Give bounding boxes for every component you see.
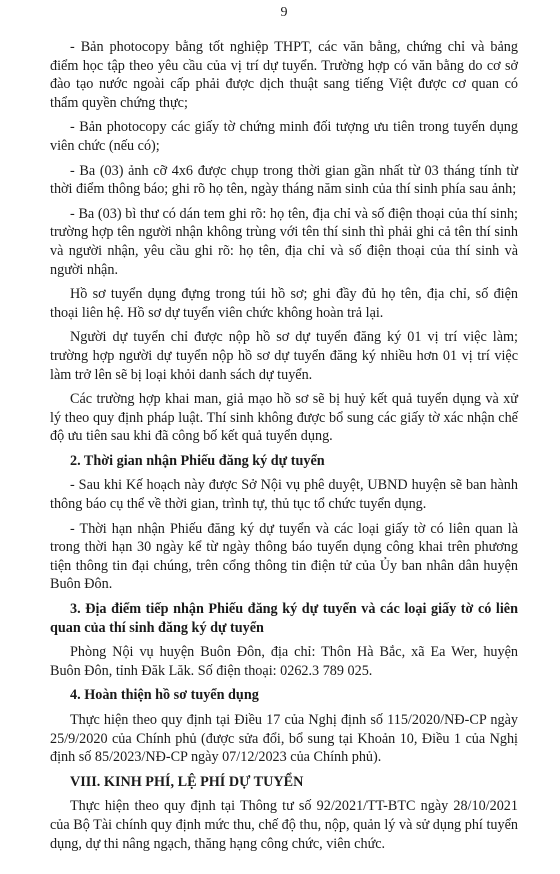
paragraph-fraud: Các trường hợp khai man, giả mạo hồ sơ sẽ bị huỷ kết quả tuyển dụng và xử lý theo quy định pháp luật. Thí sinh không được bổ sung các giấy tờ xác nhận chế độ ưu tiên sau khi đã công bố kết quả tuyển dụng.: [50, 391, 518, 445]
paragraph-priority-documents: - Bản photocopy các giấy tờ chứng minh đối tượng ưu tiên trong tuyển dụng viên chức (nếu có);: [50, 119, 518, 154]
section-2-paragraph: - Sau khi Kế hoạch này được Sở Nội vụ phê duyệt, UBND huyện sẽ ban hành thông báo cụ thể về thời gian, trình tự, thủ tục tổ chức tuyển dụng.: [50, 477, 518, 513]
paragraph-diploma-copies: - Bản photocopy bằng tốt nghiệp THPT, các văn bằng, chứng chỉ và bảng điểm học tập theo yêu cầu của vị trí dự tuyển. Trường hợp có văn bằng do cơ sở đào tạo nước ngoài cấp phải được dịch thuật sang tiếng Việt được cơ quan có thẩm quyền chứng thực;: [50, 39, 518, 111]
paragraph-photos: - Ba (03) ảnh cỡ 4x6 được chụp trong thời gian gần nhất từ 03 tháng tính từ thời điểm thông báo; ghi rõ họ tên, ngày tháng năm sinh của thí sinh phía sau ảnh;: [50, 162, 518, 198]
section-3-heading: 3. Địa điểm tiếp nhận Phiếu đăng ký dự tuyển và các loại giấy tờ có liên quan của thí sinh đăng ký dự tuyển: [50, 601, 518, 636]
paragraph-one-position: Người dự tuyển chỉ được nộp hồ sơ dự tuyển đăng ký 01 vị trí việc làm; trường hợp người dự tuyển nộp hồ sơ dự tuyển đăng ký nhiều hơn 01 vị trí việc làm trở lên sẽ bị loại khỏi danh sách dự tuyển.: [50, 329, 518, 383]
paragraph-dossier-folder: Hồ sơ tuyển dụng đựng trong túi hồ sơ; ghi đầy đủ họ tên, địa chỉ, số điện thoại liên hệ. Hồ sơ dự tuyển viên chức không hoàn trả lại.: [50, 286, 518, 321]
section-2-heading: 2. Thời gian nhận Phiếu đăng ký dự tuyển: [70, 452, 325, 469]
chapter-8-paragraph: Thực hiện theo quy định tại Thông tư số 92/2021/TT-BTC ngày 28/10/2021 của Bộ Tài chính quy định mức thu, chế độ thu, nộp, quản lý và sử dụng phí tuyển dụng, dự thi nâng ngạch, thăng hạng công chức, viên chức.: [50, 798, 518, 852]
section-3-paragraph: Phòng Nội vụ huyện Buôn Đôn, địa chỉ: Thôn Hà Bắc, xã Ea Wer, huyện Buôn Đôn, tỉnh Đăk Lăk. Số điện thoại: 0262.3 789 025.: [50, 644, 518, 679]
page-number: 9: [280, 5, 288, 20]
section-4-heading: 4. Hoàn thiện hồ sơ tuyển dụng: [70, 687, 259, 704]
paragraph-envelopes: - Ba (03) bì thư có dán tem ghi rõ: họ tên, địa chỉ và số điện thoại của thí sinh; trường hợp tên người nhận không trùng với tên thí sinh thì phải ghi cả tên thí sinh và người nhận, yêu cầu ghi rõ: họ tên, địa chỉ và số điện thoại của thí sinh và người nhận.: [50, 205, 518, 278]
section-2-paragraph: - Thời hạn nhận Phiếu đăng ký dự tuyển và các loại giấy tờ có liên quan là trong thời hạn 30 ngày kể từ ngày thông báo tuyển dụng công khai trên phương tiện thông tin đại chúng, trên cổng thông tin điện tử của Ủy ban nhân dân huyện Buôn Đôn.: [50, 520, 518, 593]
chapter-8-heading: VIII. KINH PHÍ, LỆ PHÍ DỰ TUYỂN: [70, 773, 304, 790]
section-4-paragraph: Thực hiện theo quy định tại Điều 17 của Nghị định số 115/2020/NĐ-CP ngày 25/9/2020 của Chính phủ (được sửa đổi, bổ sung tại Khoản 10, Điều 1 của Nghị định số 85/2023/NĐ-CP ngày 07/12/2023 của Chính phủ).: [50, 712, 518, 766]
